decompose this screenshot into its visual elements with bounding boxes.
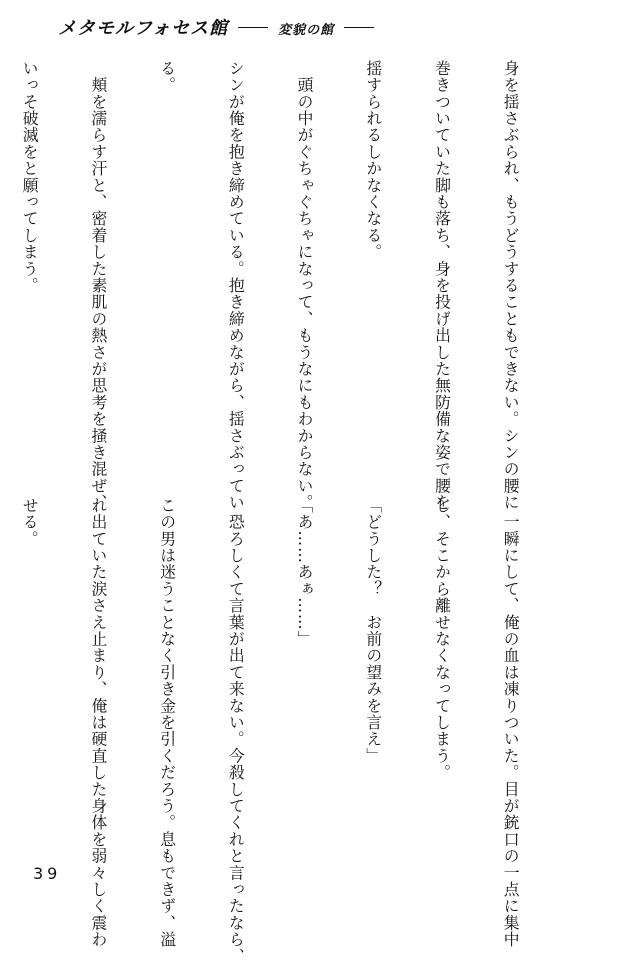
text-line: せる。 — [20, 497, 40, 548]
text-line: 頬を濡らす汗と、密着した素肌の熱さが思考を掻き混ぜ、 — [88, 60, 108, 511]
header-rule-right — [344, 27, 374, 28]
text-line: れ出ていた涙さえ止まり、俺は硬直した身体を弱々しく震わ — [88, 497, 108, 948]
text-line: 身を揺さぶられ、もうどうすることもできない。シンの腰に — [501, 60, 521, 511]
text-line: この男は迷うことなく引き金を引くだろう。息もできず、溢 — [157, 497, 177, 948]
text-line: し、そこから離せなくなってしまう。 — [432, 497, 452, 781]
text-line: 揺すられるしかなくなる。 — [363, 60, 383, 261]
running-header — [58, 14, 374, 40]
text-line: 「あ……あぁ……」 — [295, 497, 315, 648]
page-number: 39 — [33, 864, 62, 883]
text-line: 一瞬にして、俺の血は凍りついた。目が銃口の一点に集中 — [501, 497, 521, 948]
text-line: 巻きついていた脚も落ち、身を投げ出した無防備な姿で腰を — [432, 60, 452, 511]
chapter-subtitle: 変貌の館 — [278, 23, 335, 38]
text-line: いっそ破滅をと願ってしまう。 — [20, 60, 40, 294]
text-line: 「どうした？ お前の望みを言え」 — [363, 497, 383, 765]
series-title: メタモルフォセス館 — [58, 18, 229, 39]
header-rule-left — [238, 27, 268, 28]
text-line: る。 — [157, 60, 177, 94]
text-line: 頭の中がぐちゃぐちゃになって、もうなにもわからない。 — [295, 60, 315, 511]
text-line: シンが俺を抱き締めている。抱き締めながら、揺さぶってい — [226, 60, 246, 511]
text-line: 恐ろしくて言葉が出て来ない。今殺してくれと言ったなら、 — [226, 497, 246, 965]
upper-text-block — [20, 60, 567, 511]
